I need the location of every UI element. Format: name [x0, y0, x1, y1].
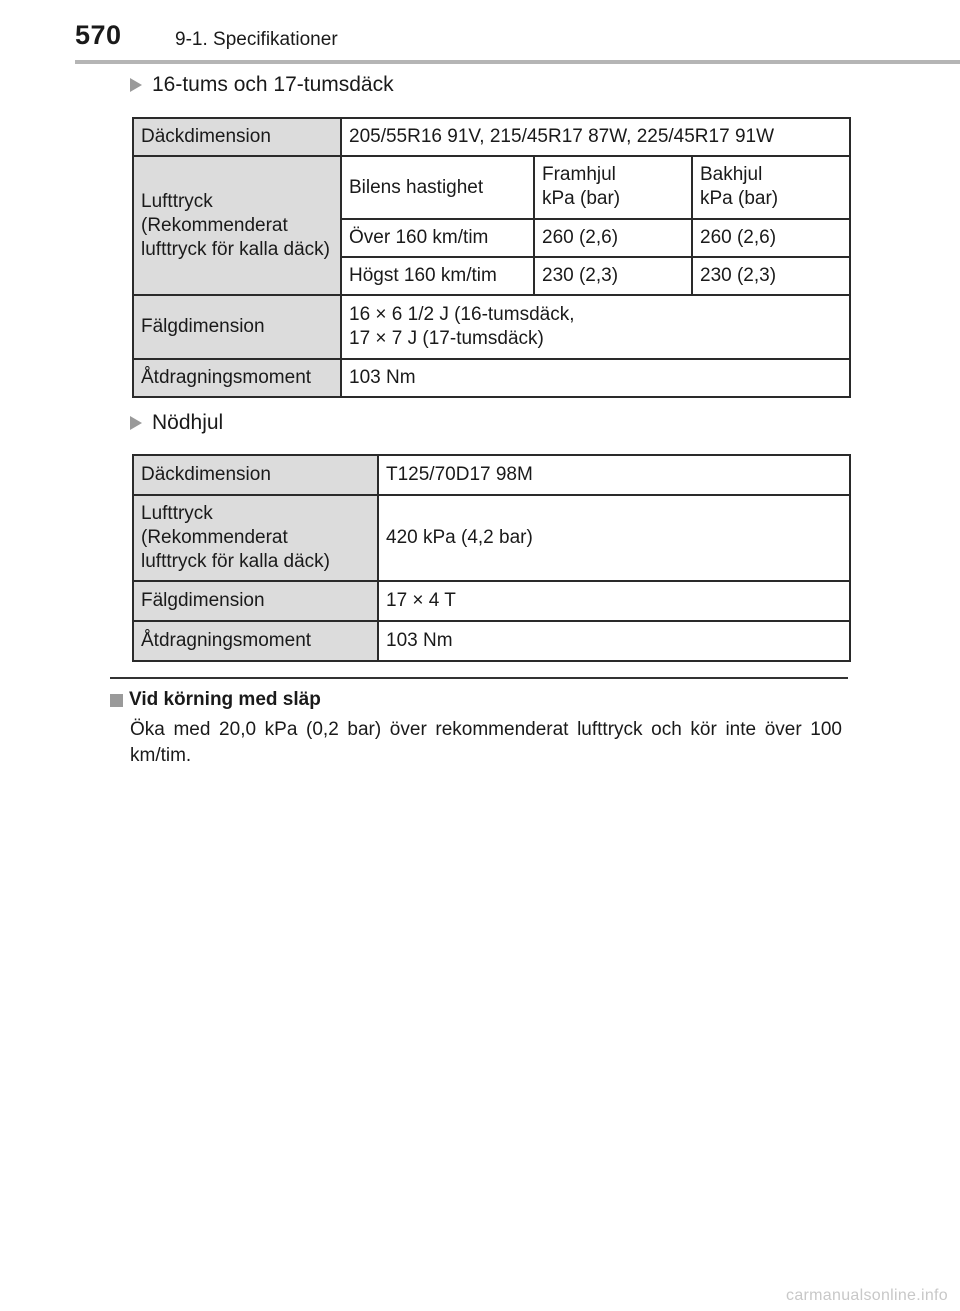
rim-label: Fälgdimension [133, 581, 378, 621]
torque-label: Åtdragningsmoment [133, 621, 378, 661]
subheading-standard-tires-text: 16-tums och 17-tumsdäck [152, 73, 394, 96]
table-row [133, 295, 850, 359]
rim-label: Fälgdimension [133, 295, 341, 359]
front-header: Framhjul kPa (bar) [534, 156, 692, 219]
watermark: carmanualsonline.info [786, 1287, 948, 1304]
speed-cell: Högst 160 km/tim [341, 257, 534, 295]
tire-size-value: T125/70D17 98M [378, 455, 850, 495]
torque-value: 103 Nm [378, 621, 850, 661]
standard-tire-table [132, 117, 851, 398]
arrow-right-icon [130, 416, 142, 430]
tire-size-label: Däckdimension [133, 118, 341, 156]
rear-pressure-cell: 230 (2,3) [692, 257, 850, 295]
note-heading-text: Vid körning med släp [129, 689, 321, 710]
note-heading [110, 689, 321, 711]
tire-size-label: Däckdimension [133, 455, 378, 495]
subheading-standard-tires [130, 73, 394, 97]
tire-size-value: 205/55R16 91V, 215/45R17 87W, 225/45R17 91W [341, 118, 850, 156]
torque-label: Åtdragningsmoment [133, 359, 341, 397]
subheading-spare-tire [130, 411, 223, 435]
section-title: 9-1. Specifikationer [175, 29, 338, 50]
header-rule [75, 60, 960, 64]
rear-header: Bakhjul kPa (bar) [692, 156, 850, 219]
table-row [133, 359, 850, 397]
table-row [133, 156, 850, 219]
square-bullet-icon [110, 694, 123, 707]
page-number: 570 [75, 20, 122, 50]
speed-header: Bilens hastighet [341, 156, 534, 219]
section-divider [110, 677, 848, 679]
torque-value: 103 Nm [341, 359, 850, 397]
table-row [133, 455, 850, 495]
front-pressure-cell: 260 (2,6) [534, 219, 692, 257]
speed-cell: Över 160 km/tim [341, 219, 534, 257]
table-row [133, 118, 850, 156]
subheading-spare-tire-text: Nödhjul [152, 411, 224, 434]
arrow-right-icon [130, 78, 142, 92]
table-row [133, 621, 850, 661]
pressure-value: 420 kPa (4,2 bar) [378, 495, 850, 581]
table-row [133, 495, 850, 581]
spare-tire-table [132, 454, 851, 662]
rim-value: 16 × 6 1/2 J (16-tumsdäck, 17 × 7 J (17-tumsdäck) [341, 295, 850, 359]
rim-value: 17 × 4 T [378, 581, 850, 621]
rear-pressure-cell: 260 (2,6) [692, 219, 850, 257]
front-pressure-cell: 230 (2,3) [534, 257, 692, 295]
note-body: Öka med 20,0 kPa (0,2 bar) över rekommenderat lufttryck och kör inte över 100 km/tim. [130, 719, 842, 766]
pressure-label: Lufttryck (Rekommenderat lufttryck för kalla däck) [133, 495, 378, 581]
pressure-label: Lufttryck (Rekommenderat lufttryck för kalla däck) [133, 156, 341, 295]
table-row [133, 581, 850, 621]
